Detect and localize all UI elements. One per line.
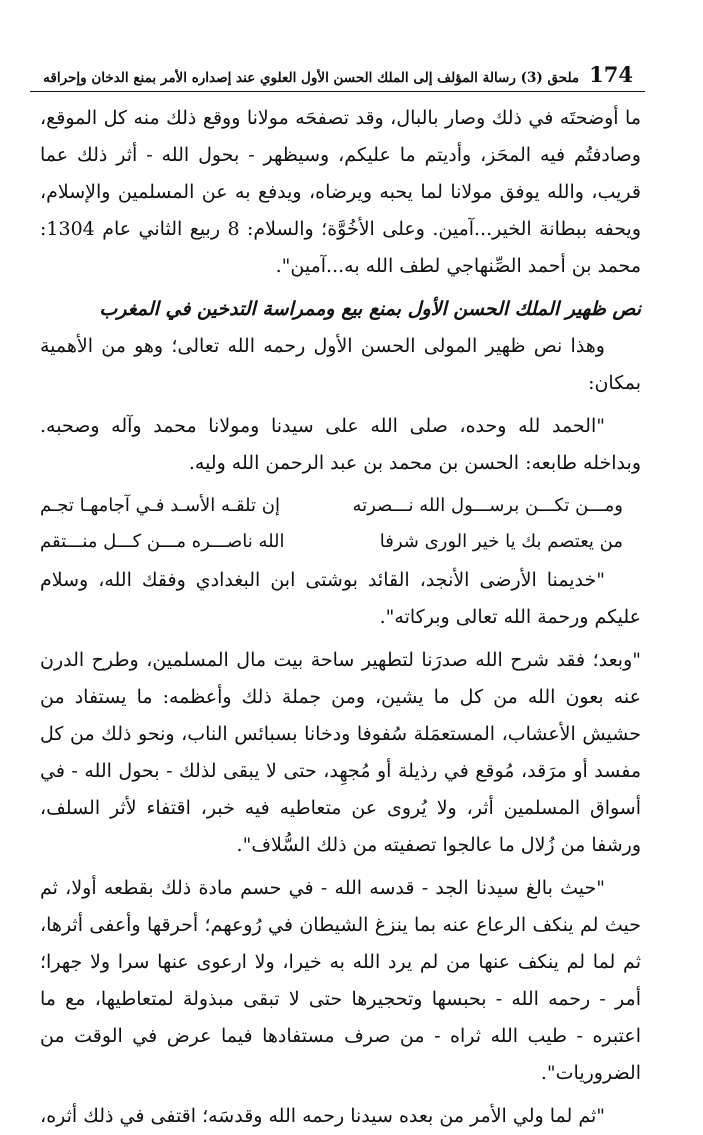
running-title: ملحق (3) رسالة المؤلف إلى الملك الحسن الأول العلوي عند إصداره الأمر بمنع الدخان وإحراقه — [43, 70, 580, 86]
decree-body-paragraph: "وبعد؛ فقد شرح الله صدرَنا لتطهير ساحة بيت مال المسلمين، وطرح الدرن عنه بعون الله من كل ما يشين، ومن جملة ذلك وأعظمه: ما يستفاد من حشيش الأعشاب، المستعمَلة سُفوفا ودخانا بسبائس الناب، ونحو ذلك من كل مفسد أو مرَقد، مُوقع في رذيلة أو مُجهِد، حتى لا يبقى لذلك - بحول الله - في أسواق المسلمين أثر، ولا يُروى عن متعاطيه فيه خبر، اقتفاء لأثر السلف، ورشفا من زُلال ما عالجوا تصفيته من ذلك السُّلاف". — [40, 649, 641, 856]
letter-closing-paragraph: ما أوضحتَه في ذلك وصار بالبال، وقد تصفحَه مولانا ووقع ذلك منه كل الموقع، وصادفتُم فيه المحَز، وأديتم ما عليكم، وسيظهر - بحول الله - أثر ذلك عما قريب، والله يوفق مولانا لما يحبه ويرضاه، ويدفع به عن المسلمين والإسلام، ويحفه ببطانة الخير...آمين. وعلى الأخُوَّة؛ والسلام: 8 ربيع الثاني عام 1304: محمد بن أحمد الصِّنهاجي لطف الله به...آمين". — [40, 107, 641, 277]
verse-2-second-hemistich: الله ناصـــره مـــن كـــل منـــتقم — [40, 531, 285, 552]
section-heading: نص ظهير الملك الحسن الأول بمنع بيع وممراسة التدخين في المغرب — [99, 298, 641, 320]
header-rule — [30, 91, 645, 92]
history-paragraph: "حيث بالغ سيدنا الجد - قدسه الله - في حسم مادة ذلك بقطعه أولا، ثم حيث لم ينكف الرعاع عنه بما ينزغ الشيطان في رُوعهم؛ أحرقها وأعفى أثرها، ثم لما لم ينكف عنها من لم يرد الله به خيرا، ولا ارعوى عنها سرا ولا جهرا؛ أمر - رحمه الله - بحبسها وتحجيرها حتى لا تبقى مبذولة لمتعاطيها، مع ما اعتبره - طيب الله ثراه - من صرف مستفادها فيما عرض في الوقت من الضروريات". — [40, 877, 641, 1084]
verse-1-first-hemistich: ومـــن تكـــن برســـول الله نـــصرته — [352, 495, 623, 516]
verse-2-first-hemistich: من يعتصم بك يا خير الورى شرفا — [379, 531, 623, 552]
running-header — [30, 62, 633, 87]
page-body — [40, 100, 641, 1135]
decree-opening-paragraph: "الحمد لله وحده، صلى الله على سيدنا ومولانا محمد وآله وصحبه. وبداخله طابعه: الحسن بن محمد بن عبد الرحمن الله وليه. — [40, 415, 641, 474]
greeting-paragraph: "خديمنا الأرضى الأنجد، القائد بوشتى ابن البغدادي وفقك الله، وسلام عليكم ورحمة الله تعالى وبركاته". — [40, 569, 641, 628]
continuation-paragraph: "ثم لما ولي الأمر من بعده سيدنا رحمه الله وقدسَه؛ اقتفى في ذلك أثره، — [40, 1105, 605, 1127]
verse-1-second-hemistich: إن تلقـه الأسـد فـي آجامهـا تجـم — [40, 495, 280, 516]
poem-verses — [40, 488, 641, 560]
intro-paragraph: وهذا نص ظهير المولى الحسن الأول رحمه الله تعالى؛ وهو من الأهمية بمكان: — [40, 335, 641, 394]
page-number: 174 — [589, 62, 633, 87]
